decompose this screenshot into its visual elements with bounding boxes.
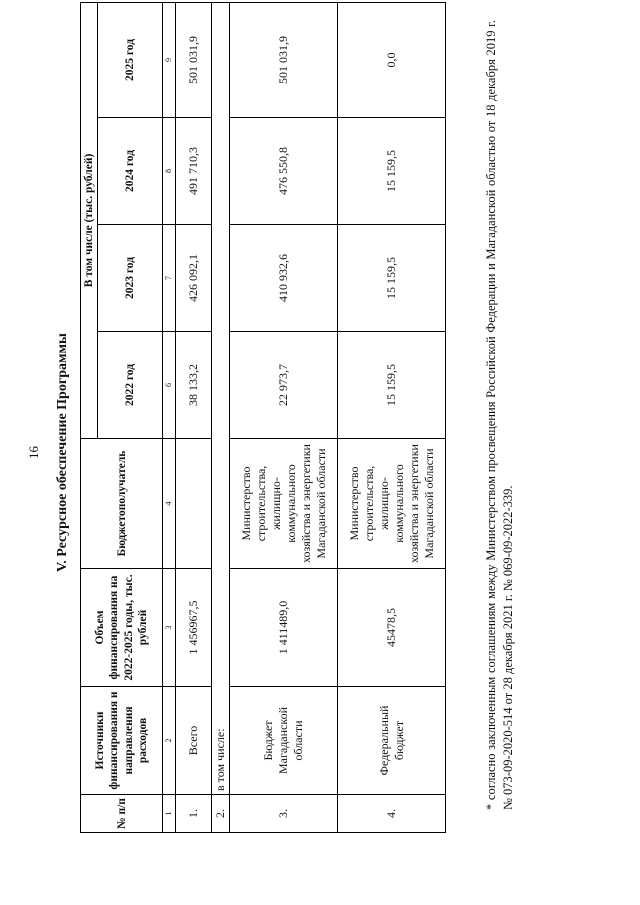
column-number: 1 [163,795,176,833]
row-value-2022: 15 159,5 [338,332,446,439]
row-source: в том числе: [212,3,230,795]
row-value-2024: 476 550,8 [230,118,338,225]
resource-table [80,2,446,833]
column-number-row [163,3,176,833]
row-value-2024: 491 710,3 [176,118,212,225]
header-in-total: В том числе (тыс. рублей) [81,3,98,439]
row-value-2025: 501 031,9 [230,3,338,118]
footnote: * согласно заключенным соглашениям между Министерством просвещения Российской Федерации и Магаданской областью от 18 декабря 2019 г. № 073-09-2020-514 от 28 декабря 2021 г. № 069-09-2022-339. [484,20,515,810]
header-year-2024: 2024 год [98,118,163,225]
row-recipient: Министерство строительства, жилищно-коммунального хозяйства и энергетики Магаданской области [230,439,338,569]
row-num: 4. [338,795,446,833]
row-recipient: Министерство строительства, жилищно-коммунального хозяйства и энергетики Магаданской области [338,439,446,569]
header-num: № п/п [81,795,163,833]
header-year-2023: 2023 год [98,225,163,332]
table-row [176,3,212,833]
column-number: 4 [163,439,176,569]
row-value-2022: 38 133,2 [176,332,212,439]
row-value-2025: 501 031,9 [176,3,212,118]
row-volume: 1 411489,0 [230,569,338,687]
header-source: Источники финансирования и направления расходов [81,687,163,795]
header-volume: Объем финансирования на 2022-2025 годы, тыс. рублей [81,569,163,687]
row-value-2023: 410 932,6 [230,225,338,332]
row-value-2024: 15 159,5 [338,118,446,225]
header-recipient: Бюджетополучатель [81,439,163,569]
header-row-1 [81,3,98,833]
column-number: 6 [163,332,176,439]
row-value-2023: 426 092,1 [176,225,212,332]
table-row [230,3,338,833]
row-recipient [176,439,212,569]
section-title: V. Ресурсное обеспечение Программы [55,333,70,572]
row-value-2023: 15 159,5 [338,225,446,332]
row-num: 2. [212,795,230,833]
table-row [338,3,446,833]
row-source: Федеральный бюджет [338,687,446,795]
column-number: 2 [163,687,176,795]
row-value-2025: 0,0 [338,3,446,118]
page-number: 16 [26,446,41,459]
row-value-2022: 22 973,7 [230,332,338,439]
row-volume: 45478,5 [338,569,446,687]
row-num: 1. [176,795,212,833]
header-year-2022: 2022 год [98,332,163,439]
column-number: 3 [163,569,176,687]
row-num: 3. [230,795,338,833]
column-number: 8 [163,118,176,225]
row-volume: 1 456967,5 [176,569,212,687]
column-number: 9 [163,3,176,118]
column-number: 7 [163,225,176,332]
row-source: Бюджет Магаданской области [230,687,338,795]
row-source: Всего [176,687,212,795]
table-row [212,3,230,833]
header-year-2025: 2025 год [98,3,163,118]
